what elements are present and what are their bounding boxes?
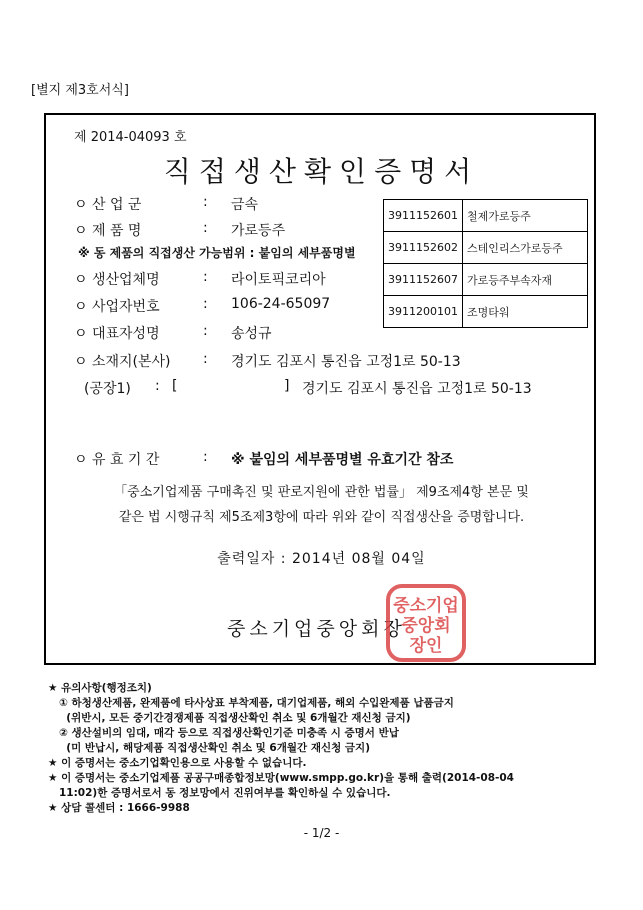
item-name: 스테인리스가로등주 — [463, 232, 588, 264]
field-bizno-value: 106-24-65097 — [231, 296, 331, 312]
item-code: 3911152602 — [384, 232, 463, 264]
field-ceo-colon: : — [203, 323, 208, 339]
svg-text:장인: 장인 — [409, 636, 443, 656]
field-factory-bracket-close: ] — [284, 378, 290, 394]
product-item-table — [383, 199, 588, 328]
field-company-colon: : — [203, 269, 208, 285]
note-line: ★ 유의사항(행정조치) — [48, 682, 152, 694]
note-line: ★ 상담 콜센터 : 1666-9988 — [48, 802, 190, 814]
field-bizno-colon: : — [203, 296, 208, 312]
item-name: 철제가로등주 — [463, 200, 588, 232]
field-address-value: 경기도 김포시 통진읍 고정1로 50-13 — [231, 354, 461, 370]
issuer-name: 중소기업중앙회장 — [227, 618, 406, 640]
official-seal-icon — [385, 583, 467, 663]
field-validity-label: ㅇ 유 효 기 간 — [74, 452, 160, 468]
field-company-label: ㅇ 생산업체명 — [74, 272, 160, 288]
field-industry-value: 금속 — [231, 197, 259, 213]
field-company-value: 라이토픽코리아 — [231, 272, 326, 288]
note-line: (위반시, 모든 중기간경쟁제품 직접생산확인 취소 및 6개월간 재신청 금지) — [48, 712, 411, 724]
field-factory-bracket-open: [ — [172, 378, 178, 394]
svg-text:중소기업: 중소기업 — [393, 596, 459, 616]
item-code: 3911200101 — [384, 296, 463, 328]
field-product-colon: : — [203, 220, 208, 236]
field-address-colon: : — [203, 351, 208, 367]
table-row — [384, 200, 588, 232]
table-row — [384, 232, 588, 264]
table-row — [384, 296, 588, 328]
document-title: 직접생산확인증명서 — [163, 155, 480, 188]
svg-text:중앙회: 중앙회 — [401, 616, 451, 636]
field-product-label: ㅇ 제 품 명 — [74, 223, 142, 239]
note-line: ★ 이 증명서는 중소기업확인용으로 사용할 수 없습니다. — [48, 757, 307, 769]
field-address-label: ㅇ 소재지(본사) — [74, 354, 171, 370]
field-industry-colon: : — [203, 194, 208, 210]
certification-text-line1: 「중소기업제품 구매촉진 및 판로지원에 관한 법률」 제9조제4항 본문 및 — [114, 485, 529, 500]
note-line: ★ 이 증명서는 중소기업제품 공공구매종합정보망(www.smpp.go.kr)을 통해 출력(2014-08-04 — [48, 772, 514, 784]
note-line: ② 생산설비의 임대, 매각 등으로 직접생산확인기준 미충족 시 증명서 반납 — [48, 727, 399, 739]
page-number: - 1/2 - — [303, 826, 340, 840]
issue-date: 출력일자 : 2014년 08월 04일 — [217, 551, 426, 567]
field-ceo-label: ㅇ 대표자성명 — [74, 326, 160, 342]
item-code: 3911152601 — [384, 200, 463, 232]
field-bizno-label: ㅇ 사업자번호 — [74, 299, 160, 315]
notes-section — [48, 681, 514, 816]
certification-text-line2: 같은 법 시행규칙 제5조제3항에 따라 위와 같이 직접생산을 증명합니다. — [118, 510, 525, 525]
field-factory-colon: : — [155, 378, 160, 394]
item-name: 조명타워 — [463, 296, 588, 328]
item-name: 가로등주부속자재 — [463, 264, 588, 296]
field-product-value: 가로등주 — [231, 223, 286, 239]
note-line: (미 반납시, 해당제품 직접생산확인 취소 및 6개월간 재신청 금지) — [48, 742, 370, 754]
certificate-number: 제 2014-04093 호 — [74, 130, 187, 145]
note-line: ① 하청생산제품, 완제품에 타사상표 부착제품, 대기업제품, 해외 수입완제품 납품금지 — [48, 697, 454, 709]
field-ceo-value: 송성규 — [231, 326, 272, 342]
field-factory-label: (공장1) — [84, 381, 131, 397]
field-validity-value: ※ 붙임의 세부품명별 유효기간 참조 — [231, 452, 454, 468]
note-line: 11:02)한 증명서로서 동 정보망에서 진위여부를 확인하실 수 있습니다. — [48, 787, 391, 799]
field-factory-value: 경기도 김포시 통진읍 고정1로 50-13 — [302, 381, 532, 397]
form-label: [별지 제3호서식] — [31, 83, 129, 98]
field-validity-colon: : — [203, 449, 208, 465]
table-row — [384, 264, 588, 296]
item-code: 3911152607 — [384, 264, 463, 296]
field-industry-label: ㅇ 산 업 군 — [74, 197, 142, 213]
scope-notice: ※ 동 제품의 직접생산 가능범위 : 붙임의 세부품명별 — [78, 246, 356, 260]
